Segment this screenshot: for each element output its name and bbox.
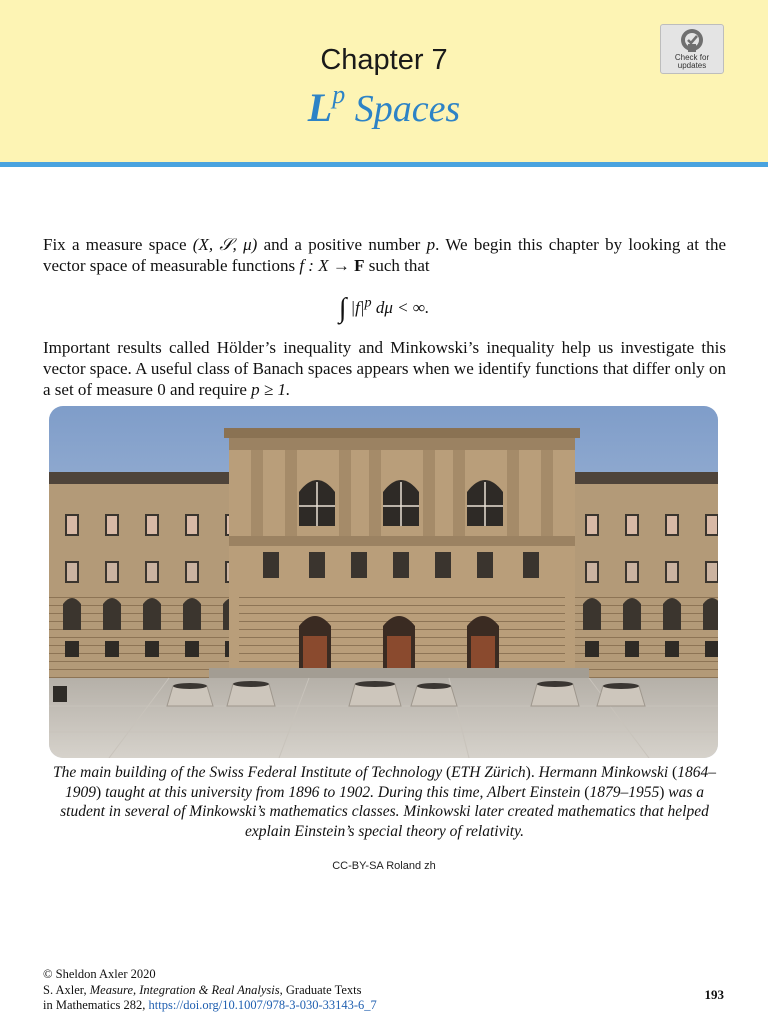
measure-space-math: (X, 𝒮, μ) xyxy=(192,235,258,254)
caption-part-2: ( xyxy=(445,764,452,781)
doi-link[interactable]: https://doi.org/10.1007/978-3-030-33143-6_7 xyxy=(148,998,377,1012)
caption-part-1: The main building of the Swiss Federal Institute of Technology xyxy=(53,764,443,781)
p1-text-c: . We begin this chapter by looking at the vector space of measurable functions xyxy=(43,235,726,275)
check-for-updates-icon xyxy=(679,27,705,53)
formula-body: |f| xyxy=(350,298,365,317)
citation-title: Measure, Integration & Real Analysis xyxy=(89,982,280,997)
caption-part-3: ETH Zürich xyxy=(451,764,526,781)
field-math: F xyxy=(354,256,365,275)
title-symbol: L xyxy=(307,85,333,130)
badge-text xyxy=(661,54,723,70)
page-number: 193 xyxy=(704,987,724,1002)
title-rest: Spaces xyxy=(354,88,461,130)
citation-author: S. Axler, xyxy=(43,982,87,997)
photo-credit: CC-BY-SA Roland zh xyxy=(332,860,436,872)
p-condition-math: p ≥ 1. xyxy=(251,380,291,399)
eth-building-photo xyxy=(49,406,718,758)
caption-part-9: taught at this university from 1896 to 1902. During this time, Albert Einstein xyxy=(105,783,581,801)
building-illustration xyxy=(49,406,718,758)
chapter-header xyxy=(0,0,768,167)
series-line xyxy=(43,998,377,1014)
intro-paragraph-2 xyxy=(43,337,726,400)
copyright-footer xyxy=(43,967,377,1014)
citation-series: , Graduate Texts xyxy=(279,982,362,997)
integral-formula xyxy=(0,289,768,324)
function-math: f : X → xyxy=(299,256,355,275)
formula-exponent: p xyxy=(364,294,372,311)
p1-text-b: and a positive number xyxy=(263,235,421,254)
caption-part-12: ) xyxy=(659,783,665,801)
copyright-line: © Sheldon Axler 2020 xyxy=(43,967,156,981)
series-text: in Mathematics 282, xyxy=(43,998,146,1012)
caption-part-11: 1879–1955 xyxy=(589,783,660,801)
p-math: p xyxy=(426,235,436,254)
caption-part-4: ). xyxy=(525,764,535,781)
caption-part-5: Hermann Minkowski xyxy=(538,764,669,781)
integral-sign: ∫ xyxy=(338,293,347,324)
title-superscript: p xyxy=(332,80,346,110)
chapter-title xyxy=(0,80,768,131)
check-for-updates-badge[interactable] xyxy=(660,24,724,74)
caption-part-13: was a student in several of Minkowski’s mathematics classes. Minkowski later created mathematics that helped explain Einstein’s special theory of relativity. xyxy=(60,783,709,840)
intro-paragraph-1 xyxy=(43,234,726,276)
caption-part-8: ) xyxy=(96,783,102,801)
chapter-label: Chapter 7 xyxy=(320,44,448,76)
p1-text-a: Fix a measure space xyxy=(43,235,187,254)
caption-part-7: 1864–1909 xyxy=(65,764,716,801)
p1-text-d: such that xyxy=(368,256,430,275)
badge-text-line-1: Check for xyxy=(674,53,710,62)
citation-line xyxy=(43,983,377,999)
photo-caption xyxy=(43,763,726,841)
caption-part-6: ( xyxy=(672,764,678,781)
p2-text: Important results called Hölder’s inequality and Minkowski’s inequality help us investigate this vector space. A useful class of Banach spaces appears when we identify functions that differ only on a set of measure 0 and require xyxy=(43,338,726,399)
caption-part-10: ( xyxy=(584,783,590,801)
badge-text-line-2: updates xyxy=(677,61,707,70)
formula-rest: dμ < ∞. xyxy=(375,298,430,317)
